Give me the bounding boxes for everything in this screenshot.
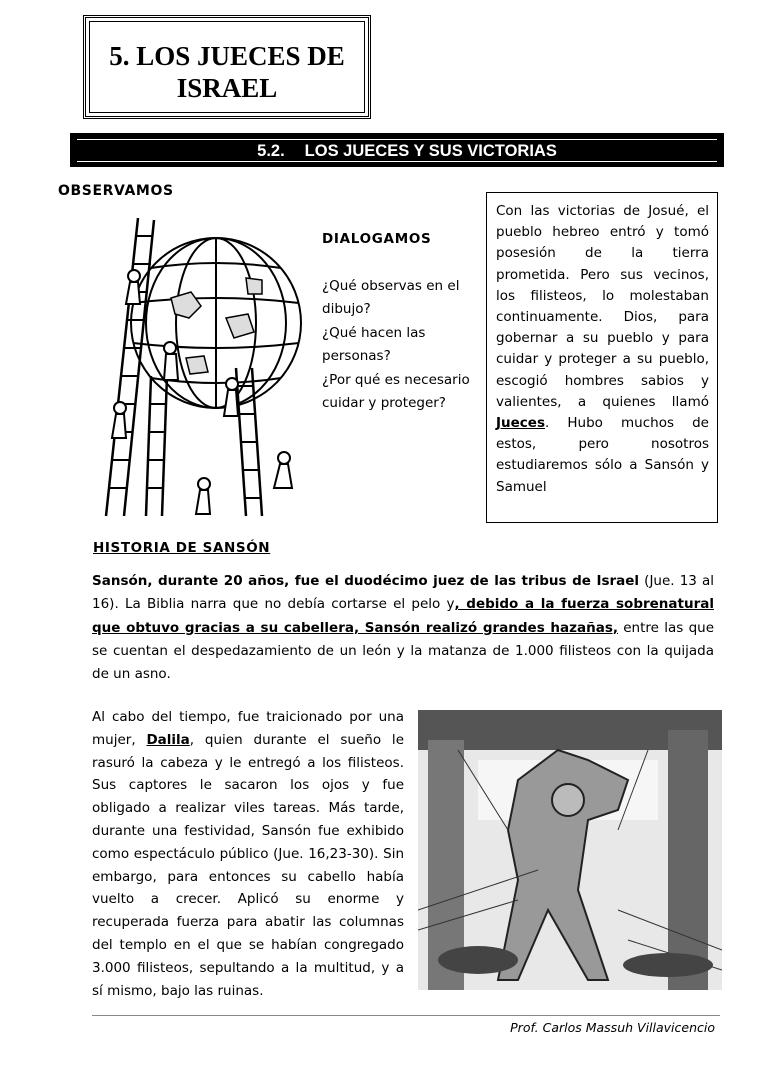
dialog-questions — [322, 228, 482, 416]
globe-ladders-illustration — [96, 198, 306, 520]
title-line-1: 5. LOS JUECES DE — [109, 41, 345, 71]
p1-bold: Sansón, durante 20 años, fue el duodécimo juez de las tribus de Israel — [92, 573, 640, 589]
question-3: ¿Por qué es necesario cuidar y proteger? — [322, 371, 470, 411]
info-text-1: Con las victorias de Josué, el pueblo hebreo entró y tomó posesión de la tierra prometida. Pero sus vecinos, los filisteos, lo molestaban continuamente. Dios, para gobernar a su pueblo y para cuidar y proteger a su pueblo, escogió hombres sabios y valientes, a quienes llamó — [496, 203, 709, 410]
paragraph-1 — [92, 570, 714, 686]
p1-text-b: entre las que se cuentan el despedazamiento de un león y la matanza de 1.000 filisteos con la quijada de un asno. — [92, 619, 715, 683]
info-text-2: . Hubo muchos de estos, pero nosotros estudiaremos sólo a Sansón y Samuel — [496, 415, 709, 495]
historia-title: HISTORIA DE SANSÓN — [93, 540, 271, 556]
info-highlight-jueces: Jueces — [496, 415, 545, 432]
observamos-label: OBSERVAMOS — [58, 183, 174, 199]
section-title: LOS JUECES Y SUS VICTORIAS — [304, 142, 557, 160]
p1-underlined: , debido a la fuerza sobrenatural que obtuvo gracias a su cabellera, Sansón realizó grandes hazañas, — [92, 596, 714, 636]
samson-engraving — [418, 710, 722, 990]
section-number: 5.2. — [257, 142, 285, 160]
section-bar — [70, 133, 724, 167]
title-line-2: ISRAEL — [176, 73, 278, 103]
dialog-heading: DIALOGAMOS — [322, 231, 432, 247]
p1-text-a: (Jue. 13 al 16). La Biblia narra que no debía cortarse el pelo y — [92, 573, 715, 613]
p2-text-a: Al cabo del tiempo, fue traicionado por una mujer, — [92, 709, 404, 748]
question-2: ¿Qué hacen las personas? — [322, 324, 426, 364]
page-title — [86, 18, 368, 104]
footer-author: Prof. Carlos Massuh Villavicencio — [510, 1020, 715, 1035]
footer-divider — [92, 1015, 720, 1016]
p2-text-b: , quien durante el sueño le rasuró la cabeza y le entregó a los filisteos. Sus captores le sacaron los ojos y fue obligado a realizar viles tareas. Más tarde, durante una festividad, Sansón fue exhibido como espectáculo público (Jue. 16,23-30). Sin embargo, para entonces su cabello había vuelto a crecer. Aplicó su enorme y recuperada fuerza para abatir las columnas del templo en el que se habían congregado 3.000 filisteos, sepultando a la multitud, y a sí mismo, bajo las ruinas. — [92, 731, 404, 999]
paragraph-2 — [92, 706, 404, 1002]
title-box — [83, 15, 371, 119]
question-1: ¿Qué observas en el dibujo? — [322, 277, 460, 317]
p2-name-dalila: Dalila — [146, 731, 190, 748]
info-box — [486, 192, 718, 523]
section-heading — [72, 142, 722, 161]
